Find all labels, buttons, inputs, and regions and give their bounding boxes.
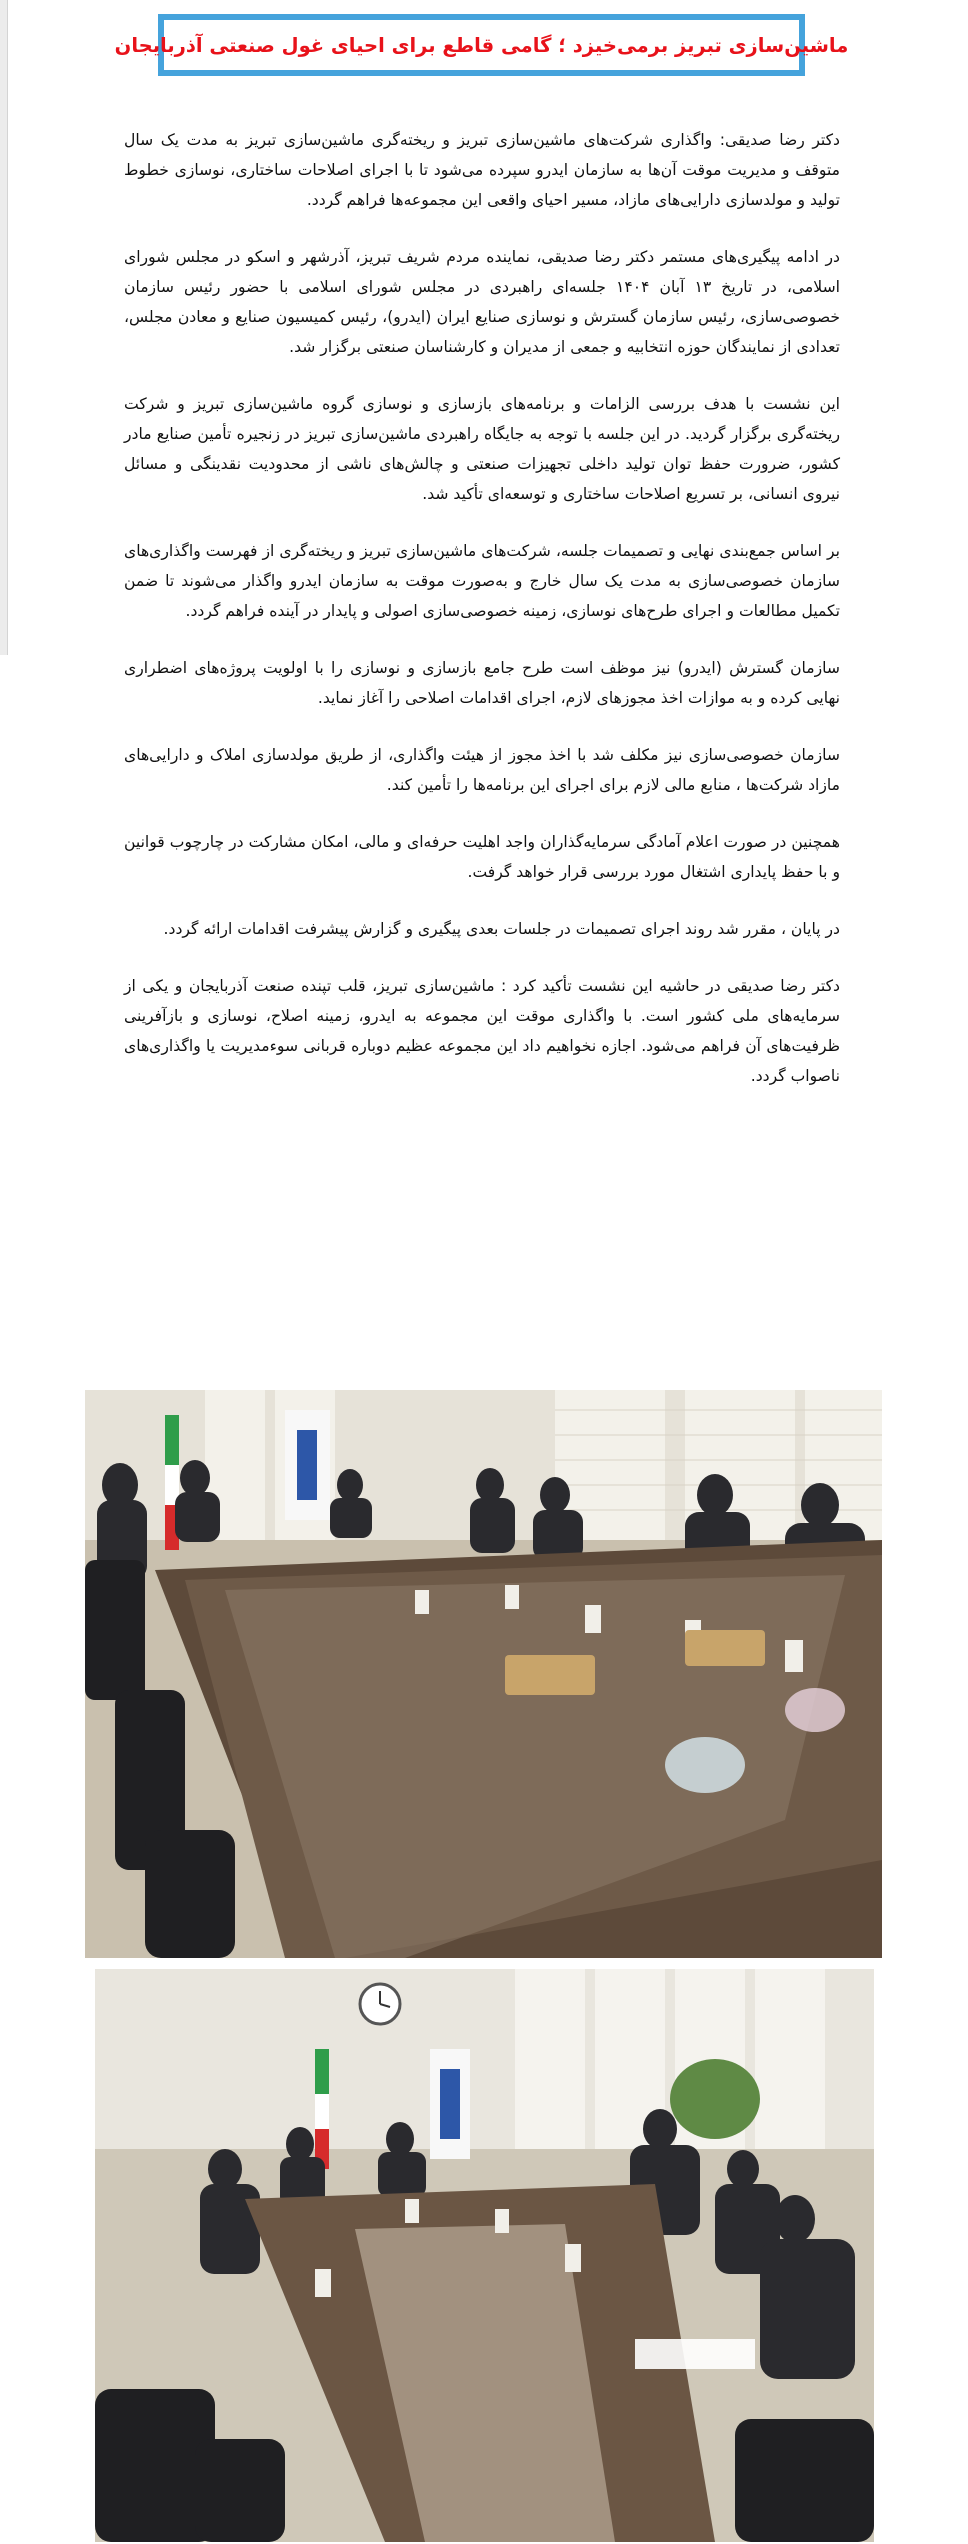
headline-box <box>114 14 849 76</box>
paragraph-3: این نشست با هدف بررسی الزامات و برنامه‌های بازسازی و نوسازی گروه ماشین‌سازی تبریز و شرکت ریخته‌گری برگزار گردید. در این جلسه با توجه به جایگاه راهبردی ماشین‌سازی تبریز در زنجیره تأمین صنایع مادر کشور، ضرورت حفظ توان تولید داخلی تجهیزات صنعتی و چالش‌های ناشی از محدودیت نقدینگی و مسائل نیروی انسانی، بر تسریع اصلاحات ساختاری و توسعه‌ای تأکید شد. <box>124 395 840 503</box>
left-edge-gutter <box>0 0 8 655</box>
paragraph-7: همچنین در صورت اعلام آمادگی سرمایه‌گذاران واجد اهلیت حرفه‌ای و مالی، امکان مشارکت در چارچوب قوانین و با حفظ پایداری اشتغال مورد بررسی قرار خواهد گرفت. <box>124 833 840 881</box>
headline: ماشین‌سازی تبریز برمی‌خیزد ؛ گامی قاطع برای احیای غول صنعتی آذربایجان <box>114 33 849 57</box>
paragraph-8: در پایان ، مقرر شد روند اجرای تصمیمات در جلسات بعدی پیگیری و گزارش پیشرفت اقدامات ارائه گردد. <box>163 920 840 938</box>
paragraph-2: در ادامه پیگیری‌های مستمر دکتر رضا صدیقی، نماینده مردم شریف تبریز، آذرشهر و اسکو در مجلس شورای اسلامی، در تاریخ ۱۳ آبان ۱۴۰۴ جلسه‌ای راهبردی در مجلس شورای اسلامی با حضور رئیس سازمان خصوصی‌سازی، رئیس سازمان گسترش و نوسازی صنایع ایران (ایدرو)، رئیس کمیسیون صنایع و معادن مجلس، تعدادی از نمایندگان حوزه انتخابیه و جمعی از مدیران و کارشناسان صنعتی برگزار شد. <box>124 248 840 356</box>
paragraph-9: دکتر رضا صدیقی در حاشیه این نشست تأکید کرد : ماشین‌سازی تبریز، قلب تپنده صنعت آذربایجان و یکی از سرمایه‌های ملی کشور است. با واگذاری موقت این مجموعه به ایدرو، زمینه اصلاح، نوسازی و بازآفرینی ظرفیت‌های آن فراهم می‌شود. اجازه نخواهیم داد این مجموعه عظیم دوباره قربانی سوءمدیریت یا واگذاری‌های ناصواب گردد. <box>124 977 840 1085</box>
meeting-photo-2 <box>95 1969 874 2542</box>
paragraph-4: بر اساس جمع‌بندی نهایی و تصمیمات جلسه، شرکت‌های ماشین‌سازی تبریز و ریخته‌گری از فهرست واگذاری‌های سازمان خصوصی‌سازی به مدت یک سال خارج و به‌صورت موقت به سازمان ایدرو واگذار می‌شوند تا ضمن تکمیل مطالعات و اجرای طرح‌های نوسازی، زمینه خصوصی‌سازی اصولی و پایدار در آینده فراهم گردد. <box>124 542 840 620</box>
paragraph-5: سازمان گسترش (ایدرو) نیز موظف است طرح جامع بازسازی و نوسازی را با اولویت پروژه‌های اضطراری نهایی کرده و به موازات اخذ مجوزهای لازم، اجرای اقدامات اصلاحی را آغاز نماید. <box>124 659 840 707</box>
paragraph-6: سازمان خصوصی‌سازی نیز مکلف شد با اخذ مجوز از هیئت واگذاری، از طریق مولدسازی املاک و دارایی‌های مازاد شرکت‌ها ، منابع مالی لازم برای اجرای این برنامه‌ها را تأمین کند. <box>124 746 840 794</box>
article-body <box>124 125 840 1118</box>
paragraph-1: دکتر رضا صدیقی: واگذاری شرکت‌های ماشین‌سازی تبریز و ریخته‌گری ماشین‌سازی تبریز به مدت یک سال متوقف و مدیریت موقت آن‌ها به سازمان ایدرو سپرده می‌شود تا با اجرای اصلاحات ساختاری، نوسازی خطوط تولید و مولدسازی دارایی‌های مازاد، مسیر احیای واقعی این مجموعه‌ها فراهم گردد. <box>124 131 840 209</box>
meeting-photo-1 <box>85 1390 882 1958</box>
